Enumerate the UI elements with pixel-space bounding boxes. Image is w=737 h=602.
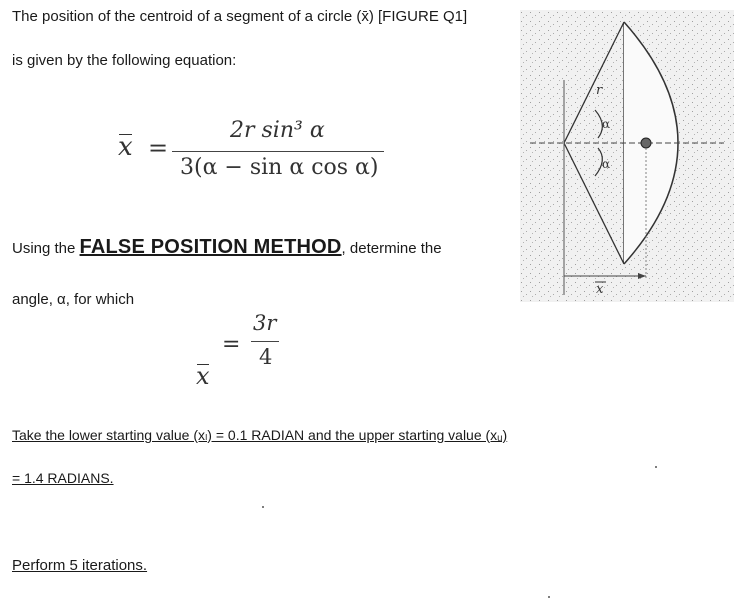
equation1-fraction-bar <box>172 151 384 152</box>
equation2-lhs: x <box>196 362 210 390</box>
intro-line-2: is given by the following equation: <box>12 52 237 69</box>
equation2-denominator: 4 <box>259 345 273 369</box>
scan-speck <box>655 466 657 468</box>
equation1-lhs: x <box>118 132 133 162</box>
method-line-2: angle, α, for which <box>12 291 135 308</box>
figure-q1 <box>520 10 734 302</box>
starting-values-line-2: = 1.4 RADIANS. <box>12 470 114 486</box>
method-name: FALSE POSITION METHOD <box>79 236 342 258</box>
iterations-instruction: Perform 5 iterations. <box>12 557 148 574</box>
centroid-marker <box>641 138 651 148</box>
method-suffix: , determine the <box>341 240 442 257</box>
starting-values-line-1: Take the lower starting value (xₗ) = 0.1 RADIAN and the upper starting value (xᵤ) <box>12 427 508 443</box>
equation1-numerator: 2r sin³ α <box>230 118 325 143</box>
method-prefix: Using the <box>12 240 76 257</box>
scan-speck <box>262 506 264 508</box>
intro-line-1: The position of the centroid of a segment of a circle (x̄) [FIGURE Q1] <box>12 8 468 25</box>
alpha-label-top: α <box>602 117 611 131</box>
equation2-equals: = <box>222 332 241 357</box>
scan-speck <box>548 596 550 598</box>
method-line-1 <box>12 236 442 259</box>
xbar-label: x <box>596 282 604 297</box>
equation2-fraction-bar <box>251 341 279 342</box>
equation1-denominator: 3(α − sin α cos α) <box>180 155 379 180</box>
equation2-numerator: 3r <box>253 311 277 335</box>
circle-segment-diagram <box>520 10 734 302</box>
alpha-label-bottom: α <box>602 157 611 171</box>
radius-label: r <box>596 83 603 98</box>
equation1-equals: = <box>148 134 169 162</box>
